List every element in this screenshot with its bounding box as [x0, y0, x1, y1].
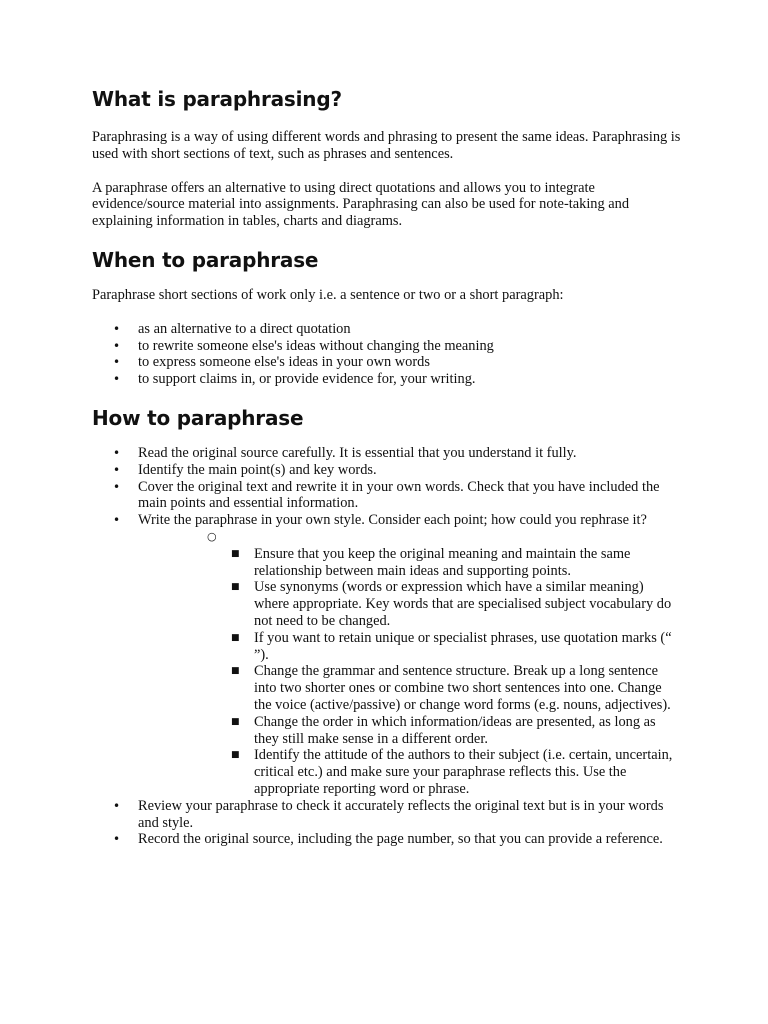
- list-item-text: Record the original source, including the page number, so that you can provide a reference.: [138, 831, 663, 848]
- when-list: [92, 321, 682, 388]
- list-item: [92, 462, 682, 479]
- sub-list-item-text: If you want to retain unique or specialist phrases, use quotation marks (“ ”).: [254, 629, 672, 663]
- list-item: [92, 445, 682, 462]
- list-item: [92, 831, 682, 848]
- bullet-icon: •: [113, 372, 121, 387]
- paragraph-definition: Paraphrasing is a way of using different words and phrasing to present the same ideas. Paraphrasing is used with short sections of text, such as phrases and sentences.: [92, 129, 681, 162]
- sub-list-item-text: Use synonyms (words or expression which have a similar meaning) where appropriate. Key words that are specialised subject vocabulary do not need to be changed.: [254, 579, 672, 629]
- list-item-text: to rewrite someone else's ideas without changing the meaning: [138, 337, 494, 354]
- paragraph-alternative: A paraphrase offers an alternative to using direct quotations and allows you to integrate evidence/source material into assignments. Paraphrasing can also be used for note-taking and explaining information in tables, charts and diagrams.: [92, 179, 630, 230]
- bullet-icon: •: [113, 798, 121, 813]
- bullet-icon: •: [113, 445, 121, 460]
- list-item-text: Identify the main point(s) and key words.: [138, 461, 377, 478]
- bullet-icon: •: [113, 355, 121, 370]
- square-bullet-icon: ■: [231, 632, 240, 643]
- square-bullet-icon: ■: [231, 666, 240, 677]
- bullet-icon: •: [113, 338, 121, 353]
- bullet-icon: •: [113, 321, 121, 336]
- sub-list-item: [231, 630, 682, 664]
- how-list: [92, 445, 682, 848]
- bullet-icon: •: [113, 479, 121, 494]
- list-item: [92, 338, 682, 355]
- bullet-icon: •: [113, 513, 121, 528]
- paragraph-when-intro: Paraphrase short sections of work only i.e. a sentence or two or a short paragraph:: [92, 286, 564, 303]
- sub-list-item: [231, 747, 682, 797]
- heading-what-is-paraphrasing: What is paraphrasing?: [92, 87, 342, 111]
- square-bullet-icon: ■: [231, 548, 240, 559]
- list-item-text: Write the paraphrase in your own style. Consider each point; how could you rephrase it?: [138, 512, 647, 529]
- bullet-icon: •: [113, 462, 121, 477]
- sub-list-item: [231, 714, 682, 748]
- square-bullet-icon: ■: [231, 582, 240, 593]
- sub-list-item-text: Change the order in which information/ideas are presented, as long as they still make sense in a different order.: [254, 713, 656, 747]
- list-item: [92, 371, 682, 388]
- list-item-text: Review your paraphrase to check it accurately reflects the original text but is in your words and style.: [138, 797, 664, 831]
- list-item: [92, 321, 682, 338]
- bullet-icon: •: [113, 832, 121, 847]
- list-item-text: Cover the original text and rewrite it in your own words. Check that you have included the main points and essential information.: [138, 478, 660, 512]
- nested-list-item: [207, 529, 682, 798]
- square-bullet-icon: ■: [231, 716, 240, 727]
- list-item-text: as an alternative to a direct quotation: [138, 320, 351, 337]
- square-bullet-icon: ■: [231, 750, 240, 761]
- sub-list: [231, 546, 682, 798]
- list-item: [92, 354, 682, 371]
- sub-list-item: [231, 579, 682, 629]
- list-item: [92, 798, 682, 832]
- list-item-text: to express someone else's ideas in your own words: [138, 354, 430, 371]
- sub-list-item: [231, 546, 682, 580]
- list-item-text: to support claims in, or provide evidence for, your writing.: [138, 371, 476, 388]
- nested-circle-list: [207, 529, 682, 798]
- circle-bullet-icon: ○: [207, 529, 217, 543]
- list-item-text: Read the original source carefully. It is essential that you understand it fully.: [138, 444, 577, 461]
- list-item: [92, 479, 682, 513]
- sub-list-item-text: Ensure that you keep the original meaning and maintain the same relationship between main ideas and supporting points.: [254, 545, 631, 579]
- sub-list-item-text: Change the grammar and sentence structure. Break up a long sentence into two shorter ones or combine two short sentences into one. Change the voice (active/passive) or change word forms (e.g. nouns, adjectives).: [254, 663, 671, 713]
- sub-list-item-text: Identify the attitude of the authors to their subject (i.e. certain, uncertain, critical etc.) and make sure your paraphrase reflects this. Use the appropriate reporting word or phrase.: [254, 747, 673, 797]
- document-page: [92, 86, 682, 848]
- heading-when-to-paraphrase: When to paraphrase: [92, 247, 319, 272]
- list-item: [92, 512, 682, 798]
- heading-how-to-paraphrase: How to paraphrase: [92, 405, 304, 430]
- sub-list-item: [231, 663, 682, 713]
